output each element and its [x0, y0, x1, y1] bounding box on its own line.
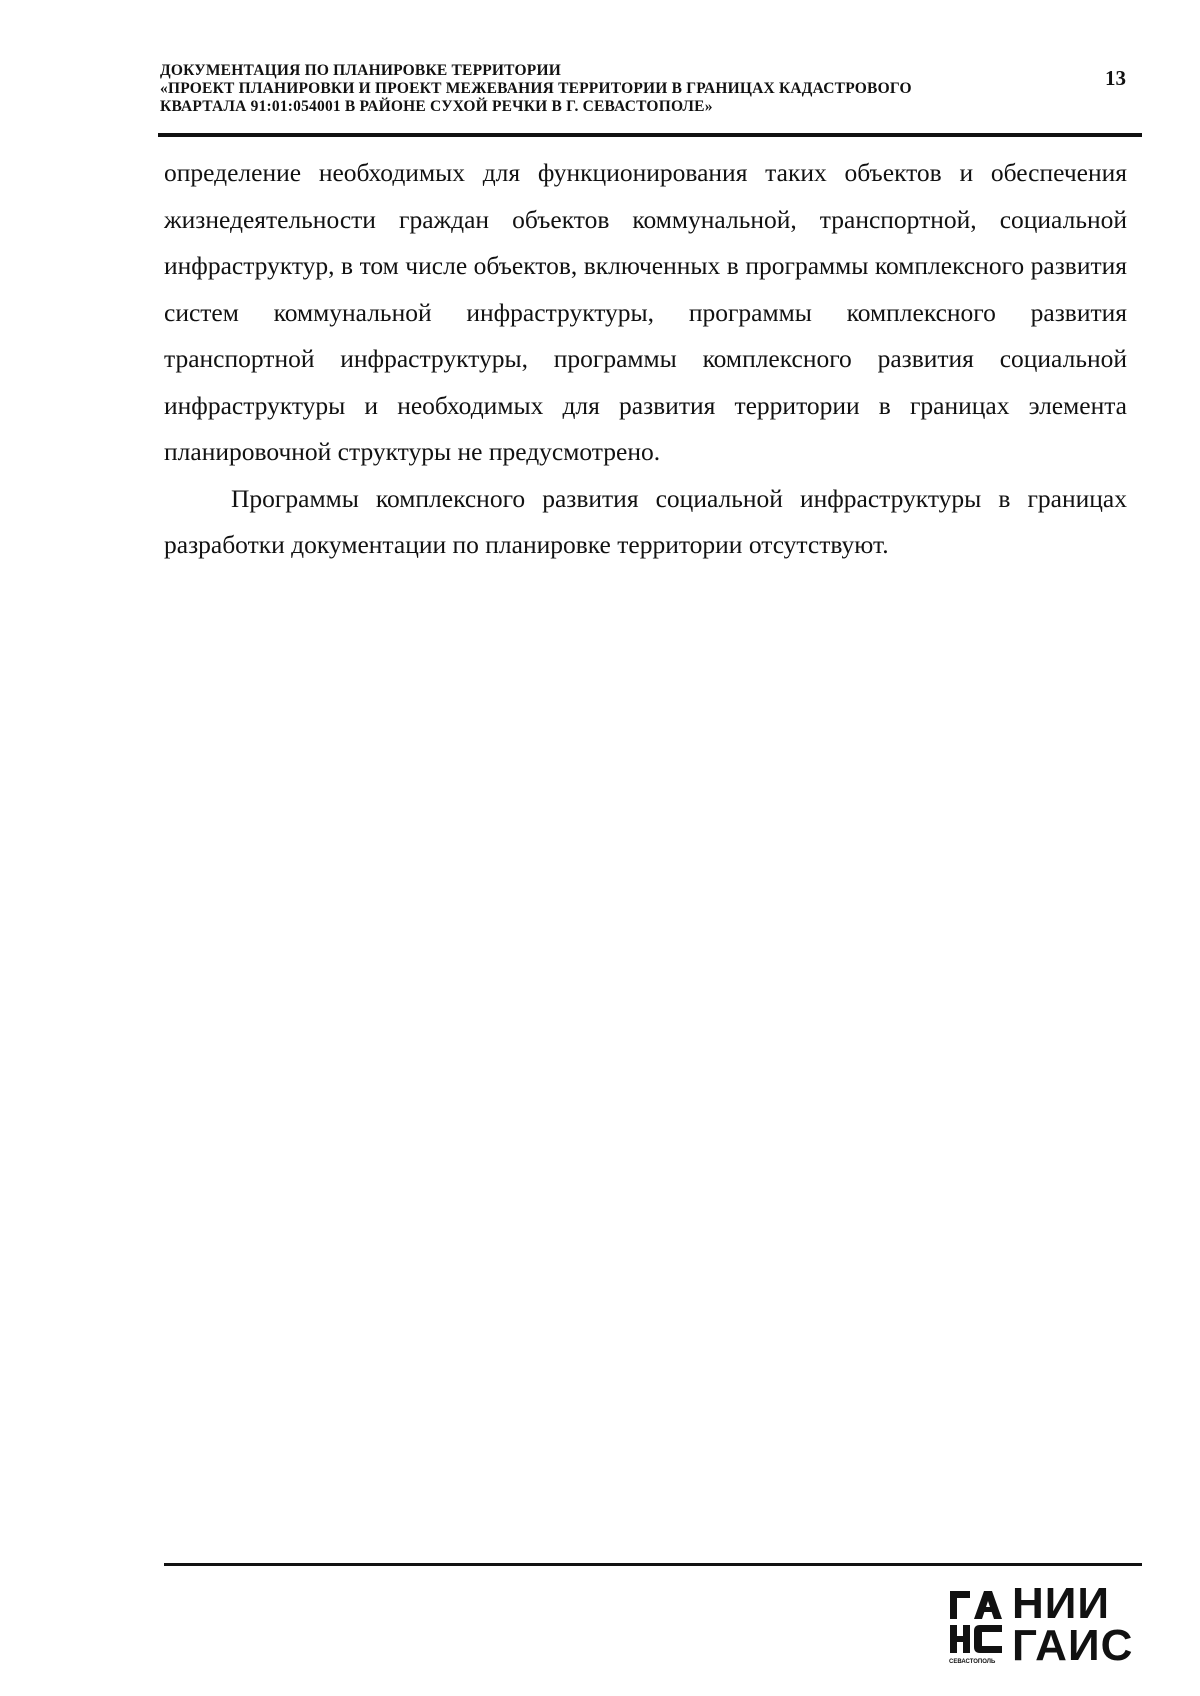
logo-mark-caption: СЕВАСТОПОЛЬ — [949, 1659, 996, 1665]
logo-line-2: ГАИС — [1012, 1621, 1134, 1670]
logo-text — [1012, 1579, 1134, 1670]
paragraph-2: Программы комплексного развития социальной инфраструктуры в границах разработки документации по планировке территории отсутствуют. — [164, 483, 1127, 559]
header-line-1: ДОКУМЕНТАЦИЯ ПО ПЛАНИРОВКЕ ТЕРРИТОРИИ — [160, 62, 561, 79]
header-divider — [158, 133, 1142, 137]
document-header — [160, 62, 1060, 116]
paragraph-1: определение необходимых для функционирования таких объектов и обеспечения жизнедеятельности граждан объектов коммунальной, транспортной, социальной инфраструктур, в том числе объектов, включенных в программы комплексного развития систем коммунальной инфраструктуры, программы комплексного развития транспортной инфраструктуры, программы комплексного развития социальной инфраструктуры и необходимых для развития территории в границах элемента планировочной структуры не предусмотрено. — [164, 158, 1127, 466]
logo-line-1: НИИ — [1012, 1579, 1111, 1628]
footer-divider — [164, 1563, 1142, 1566]
page-number: 13 — [1105, 66, 1126, 90]
header-line-3: КВАРТАЛА 91:01:054001 В РАЙОНЕ СУХОЙ РЕЧКИ В Г. СЕВАСТОПОЛЕ» — [160, 98, 713, 115]
body-text — [164, 150, 1127, 569]
nii-gais-logo — [948, 1579, 1134, 1671]
header-line-2: «ПРОЕКТ ПЛАНИРОВКИ И ПРОЕКТ МЕЖЕВАНИЯ ТЕРРИТОРИИ В ГРАНИЦАХ КАДАСТРОВОГО — [160, 80, 912, 97]
gais-emblem-icon — [948, 1587, 1008, 1665]
